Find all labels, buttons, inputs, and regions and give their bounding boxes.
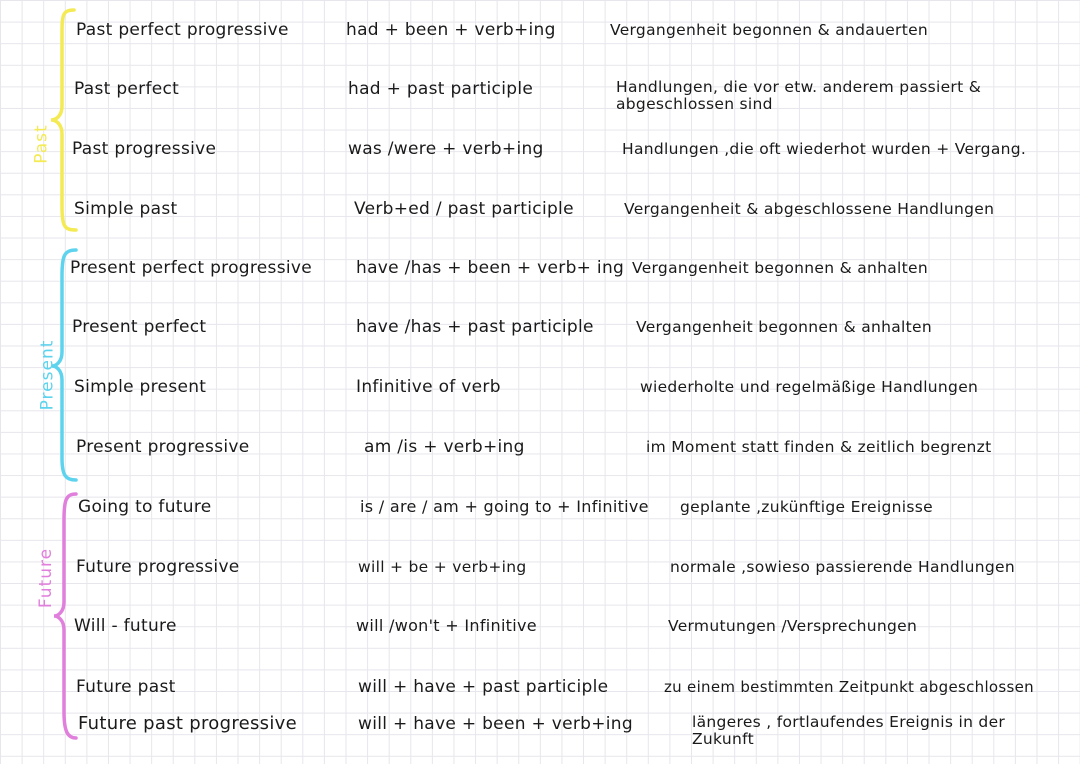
tense-name: Simple present (74, 377, 207, 397)
tense-row-present-progressive (0, 437, 1080, 477)
tense-form: had + past participle (348, 79, 534, 99)
tense-use: geplante ,zukünftige Ereignisse (680, 498, 933, 516)
tense-use: Vergangenheit & abgeschlossene Handlungen (624, 200, 995, 218)
tense-form: have /has + past participle (356, 317, 594, 337)
tense-row-going-to-future (0, 497, 1080, 537)
tense-form: is / are / am + going to + Infinitive (360, 497, 649, 516)
tense-name: Will - future (74, 616, 177, 636)
tense-row-present-perfect (0, 317, 1080, 357)
tense-form: have /has + been + verb+ ing (356, 258, 625, 278)
tense-row-past-perfect-progressive (0, 20, 1080, 60)
tense-use: wiederholte und regelmäßige Handlungen (640, 378, 979, 396)
tense-name: Past progressive (72, 139, 217, 159)
tense-use: Vergangenheit begonnen & anhalten (636, 318, 932, 336)
group-label-future: Future (36, 547, 57, 609)
tense-row-past-progressive (0, 139, 1080, 179)
tense-form: will /won't + Infinitive (356, 616, 537, 635)
tense-form: am /is + verb+ing (364, 437, 525, 457)
tense-use: Handlungen, die vor etw. anderem passiert & abgeschlossen sind (616, 78, 982, 113)
tense-use: Vergangenheit begonnen & andauerten (610, 21, 929, 39)
tense-use: normale ,sowieso passierende Handlungen (670, 558, 1015, 576)
tense-name: Future past progressive (78, 713, 297, 734)
tense-name: Going to future (78, 497, 212, 517)
tense-use: Vergangenheit begonnen & anhalten (632, 259, 928, 277)
tense-form: will + have + past participle (358, 677, 609, 697)
tense-use: zu einem bestimmten Zeitpunkt abgeschlossen (664, 678, 1034, 696)
tense-use: längeres , fortlaufendes Ereignis in der Zukunft (692, 713, 1006, 748)
tense-row-simple-past (0, 199, 1080, 239)
tense-row-will-future (0, 616, 1080, 656)
tense-use: Vermutungen /Versprechungen (668, 617, 918, 635)
tense-form: will + be + verb+ing (358, 558, 527, 576)
tense-name: Present progressive (76, 437, 250, 457)
tense-name: Future past (76, 677, 176, 697)
tense-form: Infinitive of verb (356, 377, 501, 397)
tense-name: Present perfect (72, 317, 207, 337)
group-label-present: Present (37, 339, 58, 411)
tense-name: Past perfect (74, 79, 180, 99)
tense-row-present-perfect-progressive (0, 258, 1080, 298)
tense-row-future-past-progressive (0, 714, 1080, 754)
tense-form: will + have + been + verb+ing (358, 714, 633, 734)
tense-row-past-perfect (0, 79, 1080, 119)
tense-name: Simple past (74, 199, 178, 219)
tense-use: Handlungen ,die oft wiederhot wurden + Vergang. (622, 140, 1027, 158)
group-label-past: Past (31, 124, 52, 164)
tense-row-future-past (0, 677, 1080, 717)
tense-form: Verb+ed / past participle (354, 199, 574, 219)
tense-form: had + been + verb+ing (346, 20, 556, 40)
tense-form: was /were + verb+ing (348, 139, 544, 159)
tense-row-future-progressive (0, 557, 1080, 597)
tense-use: im Moment statt finden & zeitlich begrenzt (646, 438, 992, 456)
tense-row-simple-present (0, 377, 1080, 417)
tense-name: Past perfect progressive (76, 20, 289, 40)
tense-name: Present perfect progressive (70, 258, 313, 278)
tense-name: Future progressive (76, 557, 240, 577)
